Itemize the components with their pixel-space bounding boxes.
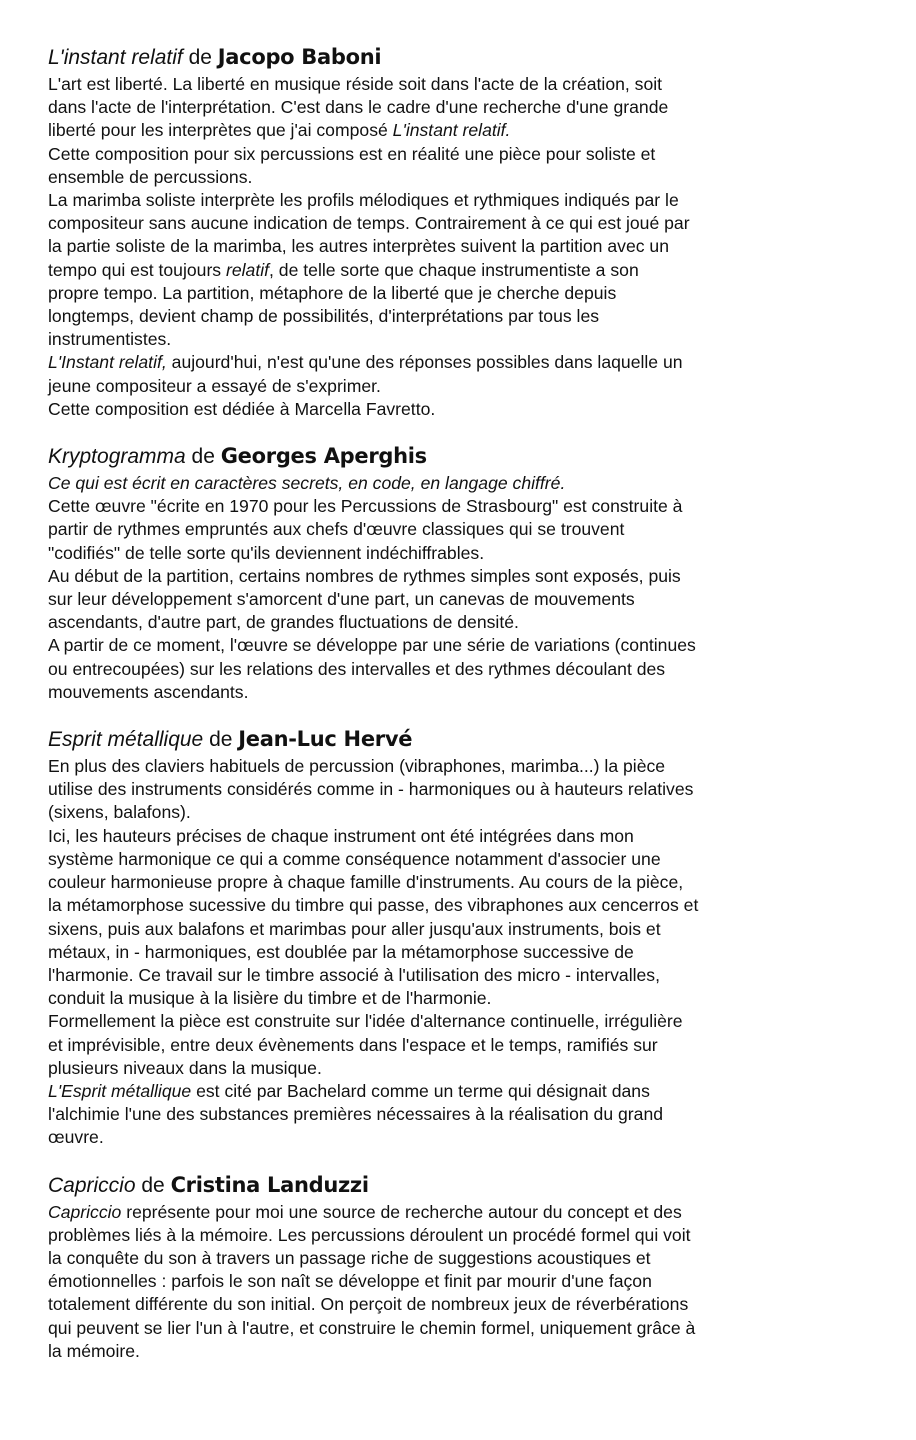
section-landuzzi — [48, 1172, 868, 1363]
text-line — [48, 941, 868, 964]
text-run: "codifiés" de telle sorte qu'ils deviennent indéchiffrables. — [48, 542, 485, 563]
text-line — [48, 542, 868, 565]
text-run: utilise des instruments considérés comme in - harmoniques ou à hauteurs relatives — [48, 779, 694, 800]
text-run: sur leur développement s'amorcent d'une part, un canevas de mouvements — [48, 589, 635, 610]
text-run: œuvre. — [48, 1127, 104, 1148]
text-run: l'harmonie. Ce travail sur le timbre associé à l'utilisation des micro - intervalles, — [48, 964, 660, 985]
text-run: et imprévisible, entre deux évènements dans l'espace et le temps, ramifiés sur — [48, 1034, 658, 1055]
text-line — [48, 328, 868, 351]
text-run: plusieurs niveaux dans la musique. — [48, 1057, 322, 1078]
text-run: système harmonique ce qui a comme conséquence notamment d'associer une — [48, 848, 661, 869]
text-line — [48, 658, 868, 681]
text-run: jeune compositeur a essayé de s'exprimer. — [48, 375, 381, 396]
text-run: totalement différente du son initial. On perçoit de nombreux jeux de réverbérations — [48, 1294, 689, 1315]
text-line — [48, 681, 868, 704]
work-title: Capriccio — [48, 1173, 136, 1197]
text-run: ensemble de percussions. — [48, 166, 253, 187]
text-run: Au début de la partition, certains nombres de rythmes simples sont exposés, puis — [48, 565, 681, 586]
text-run: Ici, les hauteurs précises de chaque instrument ont été intégrées dans mon — [48, 825, 634, 846]
section-heading — [48, 726, 868, 753]
text-run: émotionnelles : parfois le son naît se développe et finit par mourir d'une façon — [48, 1271, 652, 1292]
section-aperghis — [48, 443, 868, 704]
text-line — [48, 1034, 868, 1057]
text-run: mouvements ascendants. — [48, 681, 249, 702]
text-run: longtemps, devient champ de possibilités, d'interprétations par tous les — [48, 306, 600, 327]
text-line — [48, 259, 868, 282]
text-line — [48, 96, 868, 119]
text-line — [48, 375, 868, 398]
text-run: l'alchimie l'une des substances premières nécessaires à la réalisation du grand — [48, 1104, 664, 1125]
text-line — [48, 565, 868, 588]
section-heading — [48, 443, 868, 470]
text-line — [48, 848, 868, 871]
composer-name: Jacopo Baboni — [217, 45, 382, 69]
heading-de: de — [203, 728, 239, 752]
heading-de: de — [135, 1173, 171, 1197]
text-line — [48, 282, 868, 305]
text-line — [48, 235, 868, 258]
section-body — [48, 755, 868, 1149]
text-line — [48, 801, 868, 824]
section-heading — [48, 1172, 868, 1199]
work-title: L'instant relatif — [48, 46, 183, 69]
italic-text: Ce qui est écrit en caractères secrets, en code, en langage chiffré. — [48, 473, 566, 494]
text-line — [48, 964, 868, 987]
text-run: dans l'acte de l'interprétation. C'est dans le cadre d'une recherche d'une grande — [48, 97, 669, 118]
text-run: propre tempo. La partition, métaphore de la liberté que je cherche depuis — [48, 282, 617, 303]
text-run: sixens, puis aux balafons et marimbas pour aller jusqu'aux instruments, bois et — [48, 918, 661, 939]
text-line — [48, 495, 868, 518]
text-line — [48, 634, 868, 657]
italic-text: L'Esprit métallique — [48, 1080, 192, 1101]
text-line — [48, 1057, 868, 1080]
text-run: compositeur sans aucune indication de temps. Contrairement à ce qui est joué par — [48, 213, 690, 234]
composer-name: Cristina Landuzzi — [170, 1172, 369, 1197]
text-line — [48, 73, 868, 96]
text-run: ascendants, d'autre part, de grandes fluctuations de densité. — [48, 612, 519, 633]
text-run: la conquête du son à travers un passage riche de suggestions acoustiques et — [48, 1247, 651, 1268]
text-line — [48, 588, 868, 611]
italic-text: relatif — [226, 259, 270, 280]
text-line — [48, 189, 868, 212]
italic-text: L'instant relatif. — [392, 120, 511, 141]
text-line — [48, 119, 868, 142]
text-run: la partie soliste de la marimba, les autres interprètes suivent la partition avec un — [48, 236, 669, 257]
text-line — [48, 1126, 868, 1149]
text-line — [48, 351, 868, 374]
text-line — [48, 212, 868, 235]
composer-name: Jean-Luc Hervé — [238, 727, 413, 752]
text-run: En plus des claviers habituels de percussion (vibraphones, marimba...) la pièce — [48, 756, 666, 777]
section-heading — [48, 44, 868, 71]
text-line — [48, 1317, 868, 1340]
text-run: Formellement la pièce est construite sur l'idée d'alternance continuelle, irrégulière — [48, 1011, 683, 1032]
text-line — [48, 1010, 868, 1033]
text-run: (sixens, balafons). — [48, 802, 191, 823]
work-title: Kryptogramma — [48, 445, 186, 469]
program-notes-page — [48, 44, 868, 1363]
text-run: est cité par Bachelard comme un terme qui désignait dans — [191, 1080, 650, 1101]
text-line — [48, 1247, 868, 1270]
text-run: A partir de ce moment, l'œuvre se développe par une série de variations (continues — [48, 635, 696, 656]
text-line — [48, 398, 868, 421]
text-line — [48, 1103, 868, 1126]
text-line — [48, 166, 868, 189]
text-run: Cette composition pour six percussions est en réalité une pièce pour soliste et — [48, 143, 656, 164]
composer-name: Georges Aperghis — [220, 444, 427, 469]
text-line — [48, 755, 868, 778]
section-body — [48, 1201, 868, 1363]
text-run: Cette œuvre "écrite en 1970 pour les Percussions de Strasbourg" est construite à — [48, 496, 683, 517]
text-run: conduit la musique à la lisière du timbre et de l'harmonie. — [48, 988, 492, 1009]
text-run: partir de rythmes empruntés aux chefs d'œuvre classiques qui se trouvent — [48, 519, 625, 540]
text-line — [48, 778, 868, 801]
section-baboni — [48, 44, 868, 421]
text-line — [48, 825, 868, 848]
text-run: liberté pour les interprètes que j'ai composé — [48, 120, 393, 141]
text-line — [48, 518, 868, 541]
text-line — [48, 918, 868, 941]
work-title: Esprit métallique — [48, 728, 204, 752]
text-line — [48, 472, 868, 495]
text-run: , de telle sorte que chaque instrumentiste a son — [269, 259, 639, 280]
text-line — [48, 305, 868, 328]
text-run: Cette composition est dédiée à Marcella Favretto. — [48, 398, 436, 419]
text-run: La marimba soliste interprète les profils mélodiques et rythmiques indiqués par le — [48, 190, 679, 211]
text-run: représente pour moi une source de recherche autour du concept et des — [121, 1201, 682, 1222]
text-line — [48, 1224, 868, 1247]
text-run: couleur harmonieuse propre à chaque famille d'instruments. Au cours de la pièce, — [48, 872, 684, 893]
text-line — [48, 1293, 868, 1316]
text-run: L'art est liberté. La liberté en musique réside soit dans l'acte de la création, soit — [48, 74, 663, 94]
text-run: problèmes liés à la mémoire. Les percussions déroulent un procédé formel qui voit — [48, 1224, 691, 1245]
text-run: qui peuvent se lier l'un à l'autre, et construire le chemin formel, uniquement grâce à — [48, 1317, 696, 1338]
heading-de: de — [182, 46, 218, 69]
text-run: ou entrecoupées) sur les relations des intervalles et des rythmes découlant des — [48, 658, 666, 679]
text-line — [48, 987, 868, 1010]
heading-de: de — [185, 445, 221, 469]
text-line — [48, 143, 868, 166]
text-line — [48, 1340, 868, 1363]
section-body — [48, 472, 868, 704]
text-run: la mémoire. — [48, 1340, 140, 1361]
italic-text: L'Instant relatif, — [48, 352, 167, 373]
text-line — [48, 1201, 868, 1224]
text-line — [48, 1080, 868, 1103]
italic-text: Capriccio — [48, 1201, 122, 1222]
section-herve — [48, 726, 868, 1149]
text-run: métaux, in - harmoniques, est doublée par la métamorphose successive de — [48, 941, 634, 962]
text-run: instrumentistes. — [48, 329, 172, 350]
text-line — [48, 611, 868, 634]
text-run: aujourd'hui, n'est qu'une des réponses possibles dans laquelle un — [166, 352, 683, 373]
text-line — [48, 894, 868, 917]
text-run: la métamorphose sucessive du timbre qui passe, des vibraphones aux cencerros et — [48, 895, 699, 916]
text-line — [48, 1270, 868, 1293]
section-body — [48, 73, 868, 421]
text-line — [48, 871, 868, 894]
text-run: tempo qui est toujours — [48, 259, 226, 280]
